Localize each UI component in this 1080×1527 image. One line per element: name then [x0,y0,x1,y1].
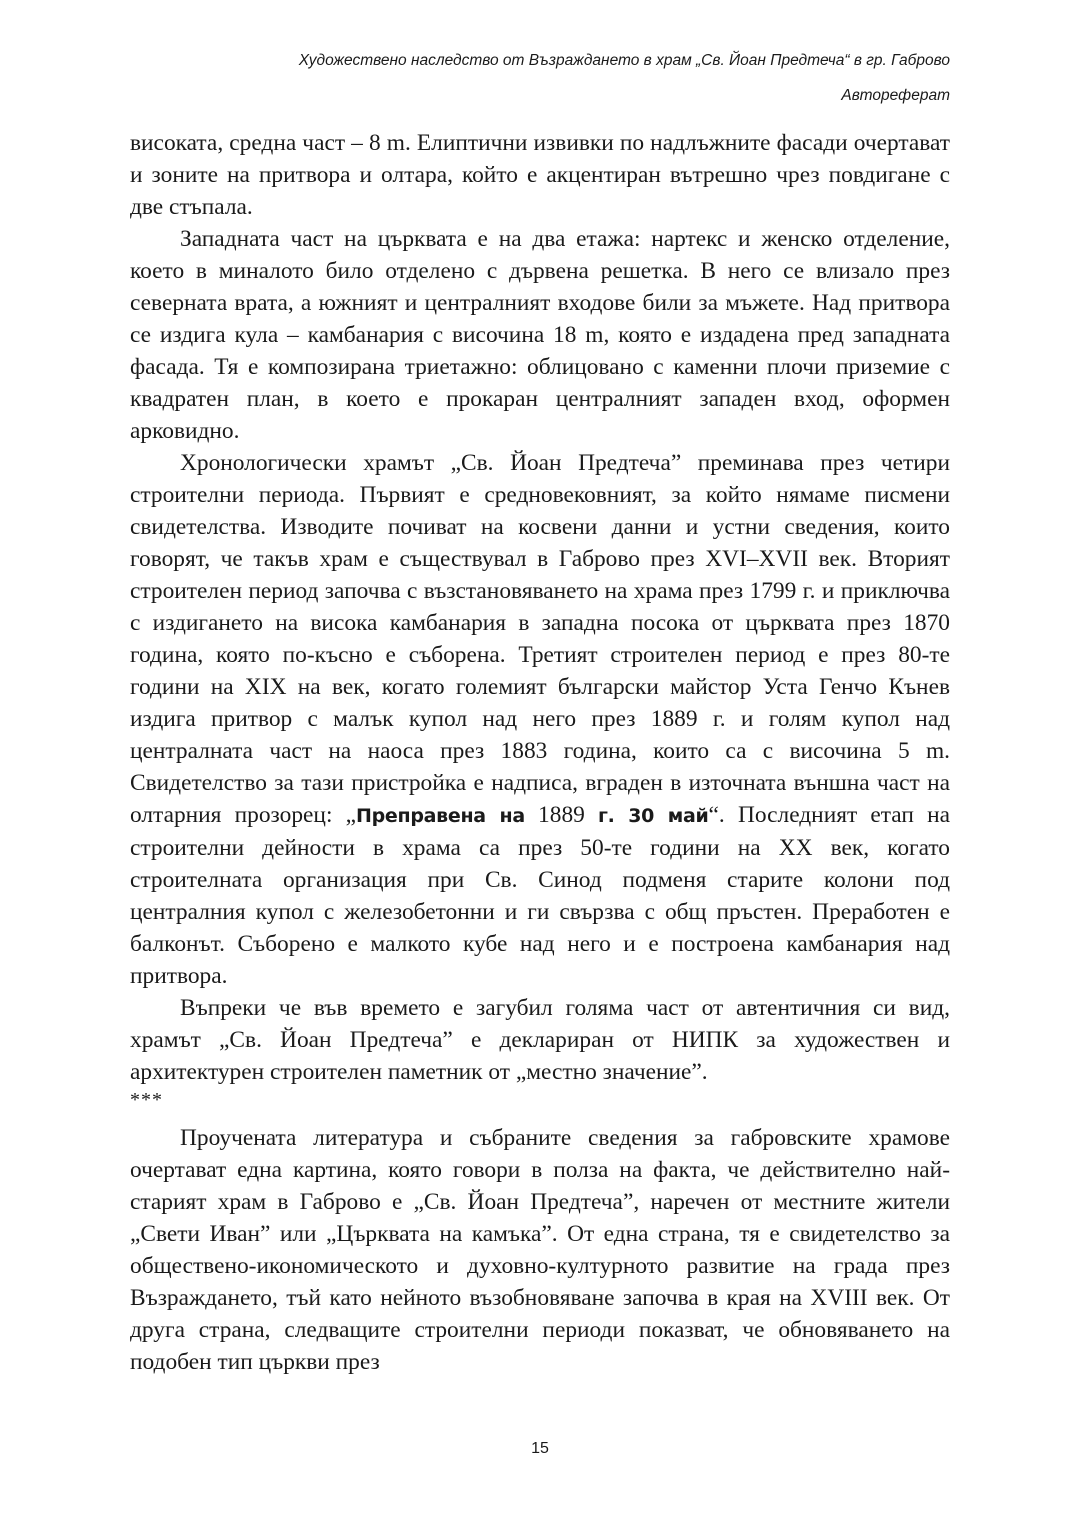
paragraph-1: високата, средна част – 8 m. Елиптични извивки по надлъжните фасади очертават и зоните на притвора и олтара, който е акцентиран вътрешно чрез повдигане с две стъпала. [130,130,950,220]
paragraph-3-text-before: Хронологически храмът „Св. Йоан Предтеча” преминава през четири строителни периода. Първият е средновековният, за който нямаме писмени свидетелства. Изводите почиват на косвени данни и устни сведения, които говорят, че такъв храм е съществувал в Габрово през XVI–XVII век. Вторият строителен период започва с възстановяването на храма през 1799 г. и приключва с издигането на висока камбанария в западна посока от църквата през 1870 година, която по-късно е съборена. Третият строителен период е през 80-те години на XIX на век, когато големият български майстор Уста Генчо Кънев издига притвор с малък купол над него през 1889 г. и голям купол над централната част на наоса през 1883 година, които са с височина 5 m. Свидетелство за тази пристройка е надписа, вграден в източната външна част на олтарния прозорец: „ [130,450,950,828]
paragraph-5: Проучената литература и събраните сведения за габровските храмове очертават една картина, която говори в полза на факта, че действително най-старият храм в Габрово е „Св. Йоан Предтеча”, наречен от местните жители „Свети Иван” или „Църквата на камъка”. От една страна, тя е свидетелство за обществено-икономическото и духовно-културното развитие на града през Възраждането, тъй като нейното възобновяване започва в края на XVIII век. От друга страна, следващите строителни периоди показват, че обновяването на подобен тип църкви през [130,1125,950,1375]
paragraph-2: Западната част на църквата е на два етажа: нартекс и женско отделение, което в миналото било отделено с дървена решетка. В него се влизало през северната врата, а южният и централният входове били за мъжете. Над притвора се издига кула – камбанария с височина 18 m, която е издадена пред западната фасада. Тя е композирана триетажно: облицовано с каменни плочи приземие с квадратен план, в което е прокаран централният западен вход, оформен арковидно. [130,226,950,444]
section-separator: *** [130,1089,163,1111]
body-text [130,127,950,1378]
inscription-text: Преправена на [356,805,525,827]
page-number: 15 [531,1440,549,1457]
inscription-month: май [667,805,709,827]
running-header-title: Художествено наследство от Възраждането в храм „Св. Йоан Предтеча“ в гр. Габрово [298,52,950,69]
paragraph-3-text-after: “. Последният етап на строителни дейности в храма са през 50-те години на XX век, когато строителната организация при Св. Синод подменя старите колони под централния купол с железобетонни и ги свързва с общ пръстен. Преработен е балконът. Съборено е малкото кубе над него и е построена камбанария над притвора. [130,802,950,989]
paragraph-4: Въпреки че във времето е загубил голяма част от автентичния си вид, храмът „Св. Йоан Предтеча” е деклариран от НИПК за художествен и архитектурен строителен паметник от „местно значение”. [130,995,950,1085]
inscription-year: 1889 [524,802,585,828]
inscription-date-prefix: г. 30 [598,805,668,827]
running-header-subtitle: Автореферат [841,87,950,104]
paragraph-3 [130,447,950,992]
